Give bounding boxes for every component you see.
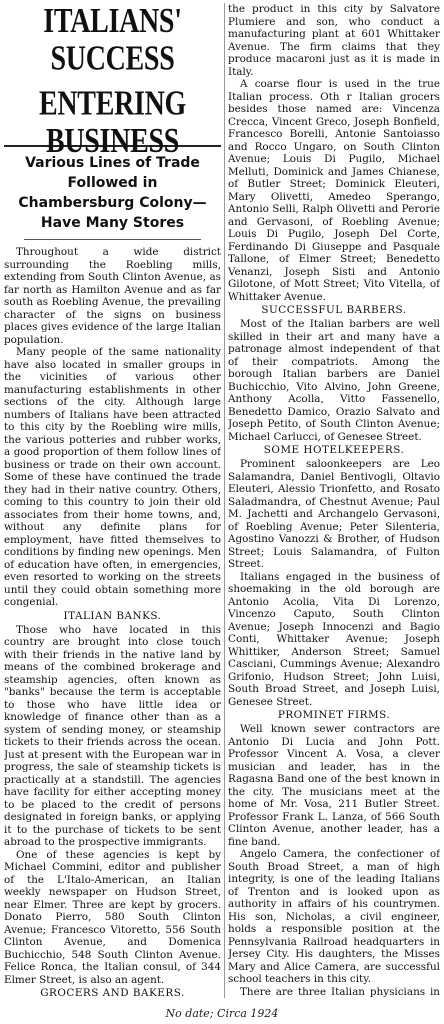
headline-line-1: ITALIANS' SUCCESS: [43, 3, 182, 78]
paragraph: Well known sewer contractors are Antonio Di Lucia and John Pott. Professor Vincent A. Vosa, a clever musician and leader, has in the Ragasna Band one of the best known in the city. The musicians meet at the home of Mr. Vosa, 211 Butler Street. Professor Frank L. Lanza, of 566 South Clinton Avenue, another leader, has a fine band.: [228, 723, 440, 848]
right-column: [228, 3, 440, 998]
paragraph: Many people of the same nationality have also located in smaller groups in the vicinities of various other manufacturing establishments in other sections of the city. Although large numbers of Italians have been attracted to this city by the Roebling wire mills, the various potteries and rubber works, a good proportion of them follow lines of business or trade on their own account. Some of these have continued the trade they had in their native country. Others, coming to this country to join their old associates from their home towns, and, without any definite plans for employment, have fitted themselves to conditions by finding new openings. Men of education have often, in emergencies, even resorted to working on the streets until they could obtain something more congenial.: [4, 346, 221, 608]
deck-rule: [24, 239, 201, 240]
left-column: [4, 3, 221, 998]
deck-subheadline: Various Lines of Trade Followed in Chambersburg Colony—Have Many Stores: [18, 155, 207, 231]
paragraph: A coarse flour is used in the true Italian process. Oth r Italian grocers besides those named are: Vincenza Crecca, Vincent Greco, Joseph Bonfield, Francesco Borelli, Antonie Santoiasso and Rocco Ungaro, on South Clinton Avenue; Louis Di Pugilo, Michael Melluti, Dominick and James Chianese, of Butler Street; Dominick Eleuteri, Mary Olivetti, Amedeo Sperango, Antonio Selli, Ralph Olivetti and Perorie and Gervasoni, of Roebling Avenue; Louis Di Pugilo, Joseph Del Corte, Ferdinando Di Giuseppe and Pasquale Tallone, of Elmer Street; Benedetto Venanzi, Joseph Sisti and Antonio Gilotone, of Mott Street; Vito Vitella, of Whittaker Avenue.: [228, 78, 440, 303]
headline: [4, 3, 221, 161]
paragraph: the product in this city by Salvatore Plumiere and son, who conduct a manufacturing plant at 601 Whittaker Avenue. The firm claims that they produce macaroni just as it is made in Italy.: [228, 3, 440, 78]
section-heading-banks: ITALIAN BANKS.: [63, 609, 162, 622]
section-heading-barbers: SUCCESSFUL BARBERS.: [261, 304, 407, 316]
paragraph: Italians engaged in the business of shoemaking in the old borough are Antonio Acolia, Vita Di Lorenzo, Vincenzo Caputo, South Clinton Avenue; Joseph Innocenzi and Bagio Conti, Whittaker Avenue; Joseph Whittiker, Anderson Street; Samuel Casciani, Cummings Avenue; Alexandro Grifonio, Hudson Street; John Luisi, South Broad Street, and Joseph Luisi, Genesee Street.: [228, 570, 440, 708]
paragraph: Those who have located in this country are brought into close touch with their friends in the native land by means of the combined brokerage and steamship agencies, often known as "banks" because the term is acceptable to those who have little idea or knowledge of finance other than as a system of sending money, or steamship tickets to their friends across the ocean. Just at present with the European war in progress, the sale of steamship tickets is practically at a standstill. The agencies have facility for either accepting money to be placed to the credit of persons designated in foreign banks, or applying it to the purchase of tickets to be sent abroad to the prospective immigrants.: [4, 623, 221, 848]
paragraph: Prominent saloonkeepers are Leo Salamandra, Daniel Bentivogli, Oltavio Eleuteri, Alessio Trionfetto, and Rosato Saladmandra, of Chestnut Avenue; Paul M. Jachetti and Archangelo Gervasoni, of Roebling Avenue; Peter Silenteria, Agostino Vanozzi & Brother, of Hudson Street; Louis Salamandra, of Fulton Street.: [228, 458, 440, 570]
headline-line-2: ENTERING BUSINESS: [39, 84, 186, 161]
section-heading-firms: PROMINET FIRMS.: [277, 709, 391, 721]
date-caption: No date; Circa 1924: [165, 1007, 279, 1020]
paragraph: Most of the Italian barbers are well skilled in their art and many have a patronage almost independent of that of their compatriots. Among the borough Italian barbers are Daniel Buchicchio, Vito Alvino, John Greene, Anthony Acolla, Vitto Fassenello, Benedetto Damico, Orazio Salvato and Joseph Petito, of South Clinton Avenue; Michael Carlucci, of Genesee Street.: [228, 318, 440, 443]
section-heading-grocers: GROCERS AND BAKERS.: [40, 987, 185, 998]
paragraph: Angelo Camera, the confectioner of South Broad Street, a man of high integrity, is one of the leading Italians of Trenton and is looked upon as authority in affairs of his countrymen. His son, Nicholas, a civil engineer, holds a responsible position at the Pennsylvania Railroad headquarters in Jersey City. His daughters, the Misses Mary and Alice Camera, are successful school teachers in this city.: [228, 848, 440, 985]
section-heading-hotelkeepers: SOME HOTELKEEPERS.: [263, 444, 405, 456]
paragraph: There are three Italian physicians in: [240, 985, 440, 998]
paragraph: One of these agencies is kept by Michael Commini, editor and publisher of the L'Italo-American, an Italian weekly newspaper on Hudson Street, near Elmer. Three are kept by grocers. Donato Pierro, 580 South Clinton Avenue; Francesco Vitoretto, 556 South Clinton Avenue, and Domenica Buchicchio, 548 South Clinton Avenue. Felice Ronca, the Italian consul, of 344 Elmer Street, is also an agent.: [4, 848, 221, 986]
paragraph: Throughout a wide district surrounding the Roebling mills, extending from South Clinton Avenue, as far north as Hamilton Avenue and as far south as Roebling Avenue, the prevailing character of the signs on business places gives evidence of the large Italian population.: [4, 246, 221, 346]
column-divider: [224, 3, 225, 998]
